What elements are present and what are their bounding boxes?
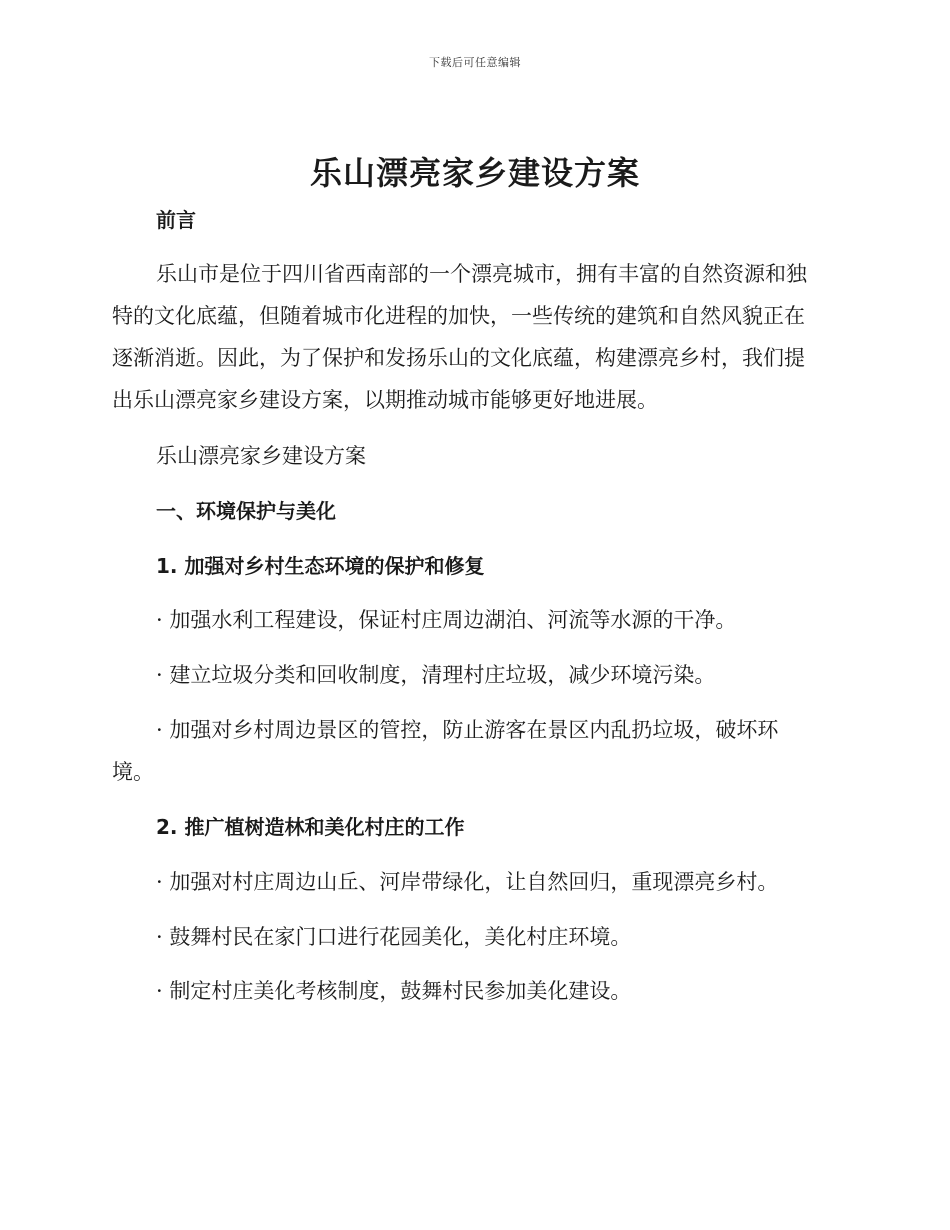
- subsection-1-heading: 1. 加强对乡村生态环境的保护和修复: [156, 554, 485, 578]
- bullet-item: · 鼓舞村民在家门口进行花园美化，美化村庄环境。: [156, 925, 632, 949]
- page-header: 下载后可任意编辑: [429, 56, 521, 69]
- bullet-item-multiline: [112, 709, 832, 793]
- document-title: 乐山漂亮家乡建设方案: [309, 154, 640, 192]
- preface-paragraph: [112, 253, 832, 421]
- plan-heading: 乐山漂亮家乡建设方案: [156, 444, 366, 468]
- preface-line: 乐山市是位于四川省西南部的一个漂亮城市，拥有丰富的自然资源和独: [156, 262, 807, 286]
- bullet-line: 境。: [112, 760, 154, 784]
- bullet-line: · 加强对乡村周边景区的管控，防止游客在景区内乱扔垃圾，破坏环: [156, 718, 779, 742]
- preface-line: 逐渐消逝。因此，为了保护和发扬乐山的文化底蕴，构建漂亮乡村，我们提: [112, 346, 805, 370]
- bullet-item: · 加强水利工程建设，保证村庄周边湖泊、河流等水源的干净。: [156, 608, 737, 632]
- bullet-item: · 建立垃圾分类和回收制度，清理村庄垃圾，减少环境污染。: [156, 663, 716, 687]
- preface-line: 特的文化底蕴，但随着城市化进程的加快，一些传统的建筑和自然风貌正在: [112, 304, 805, 328]
- preface-heading: 前言: [156, 208, 196, 232]
- subsection-2-heading: 2. 推广植树造林和美化村庄的工作: [156, 815, 465, 839]
- bullet-item: · 加强对村庄周边山丘、河岸带绿化，让自然回归，重现漂亮乡村。: [156, 870, 779, 894]
- section-1-heading: 一、环境保护与美化: [156, 499, 336, 523]
- bullet-item: · 制定村庄美化考核制度，鼓舞村民参加美化建设。: [156, 979, 632, 1003]
- preface-line: 出乐山漂亮家乡建设方案，以期推动城市能够更好地进展。: [112, 388, 658, 412]
